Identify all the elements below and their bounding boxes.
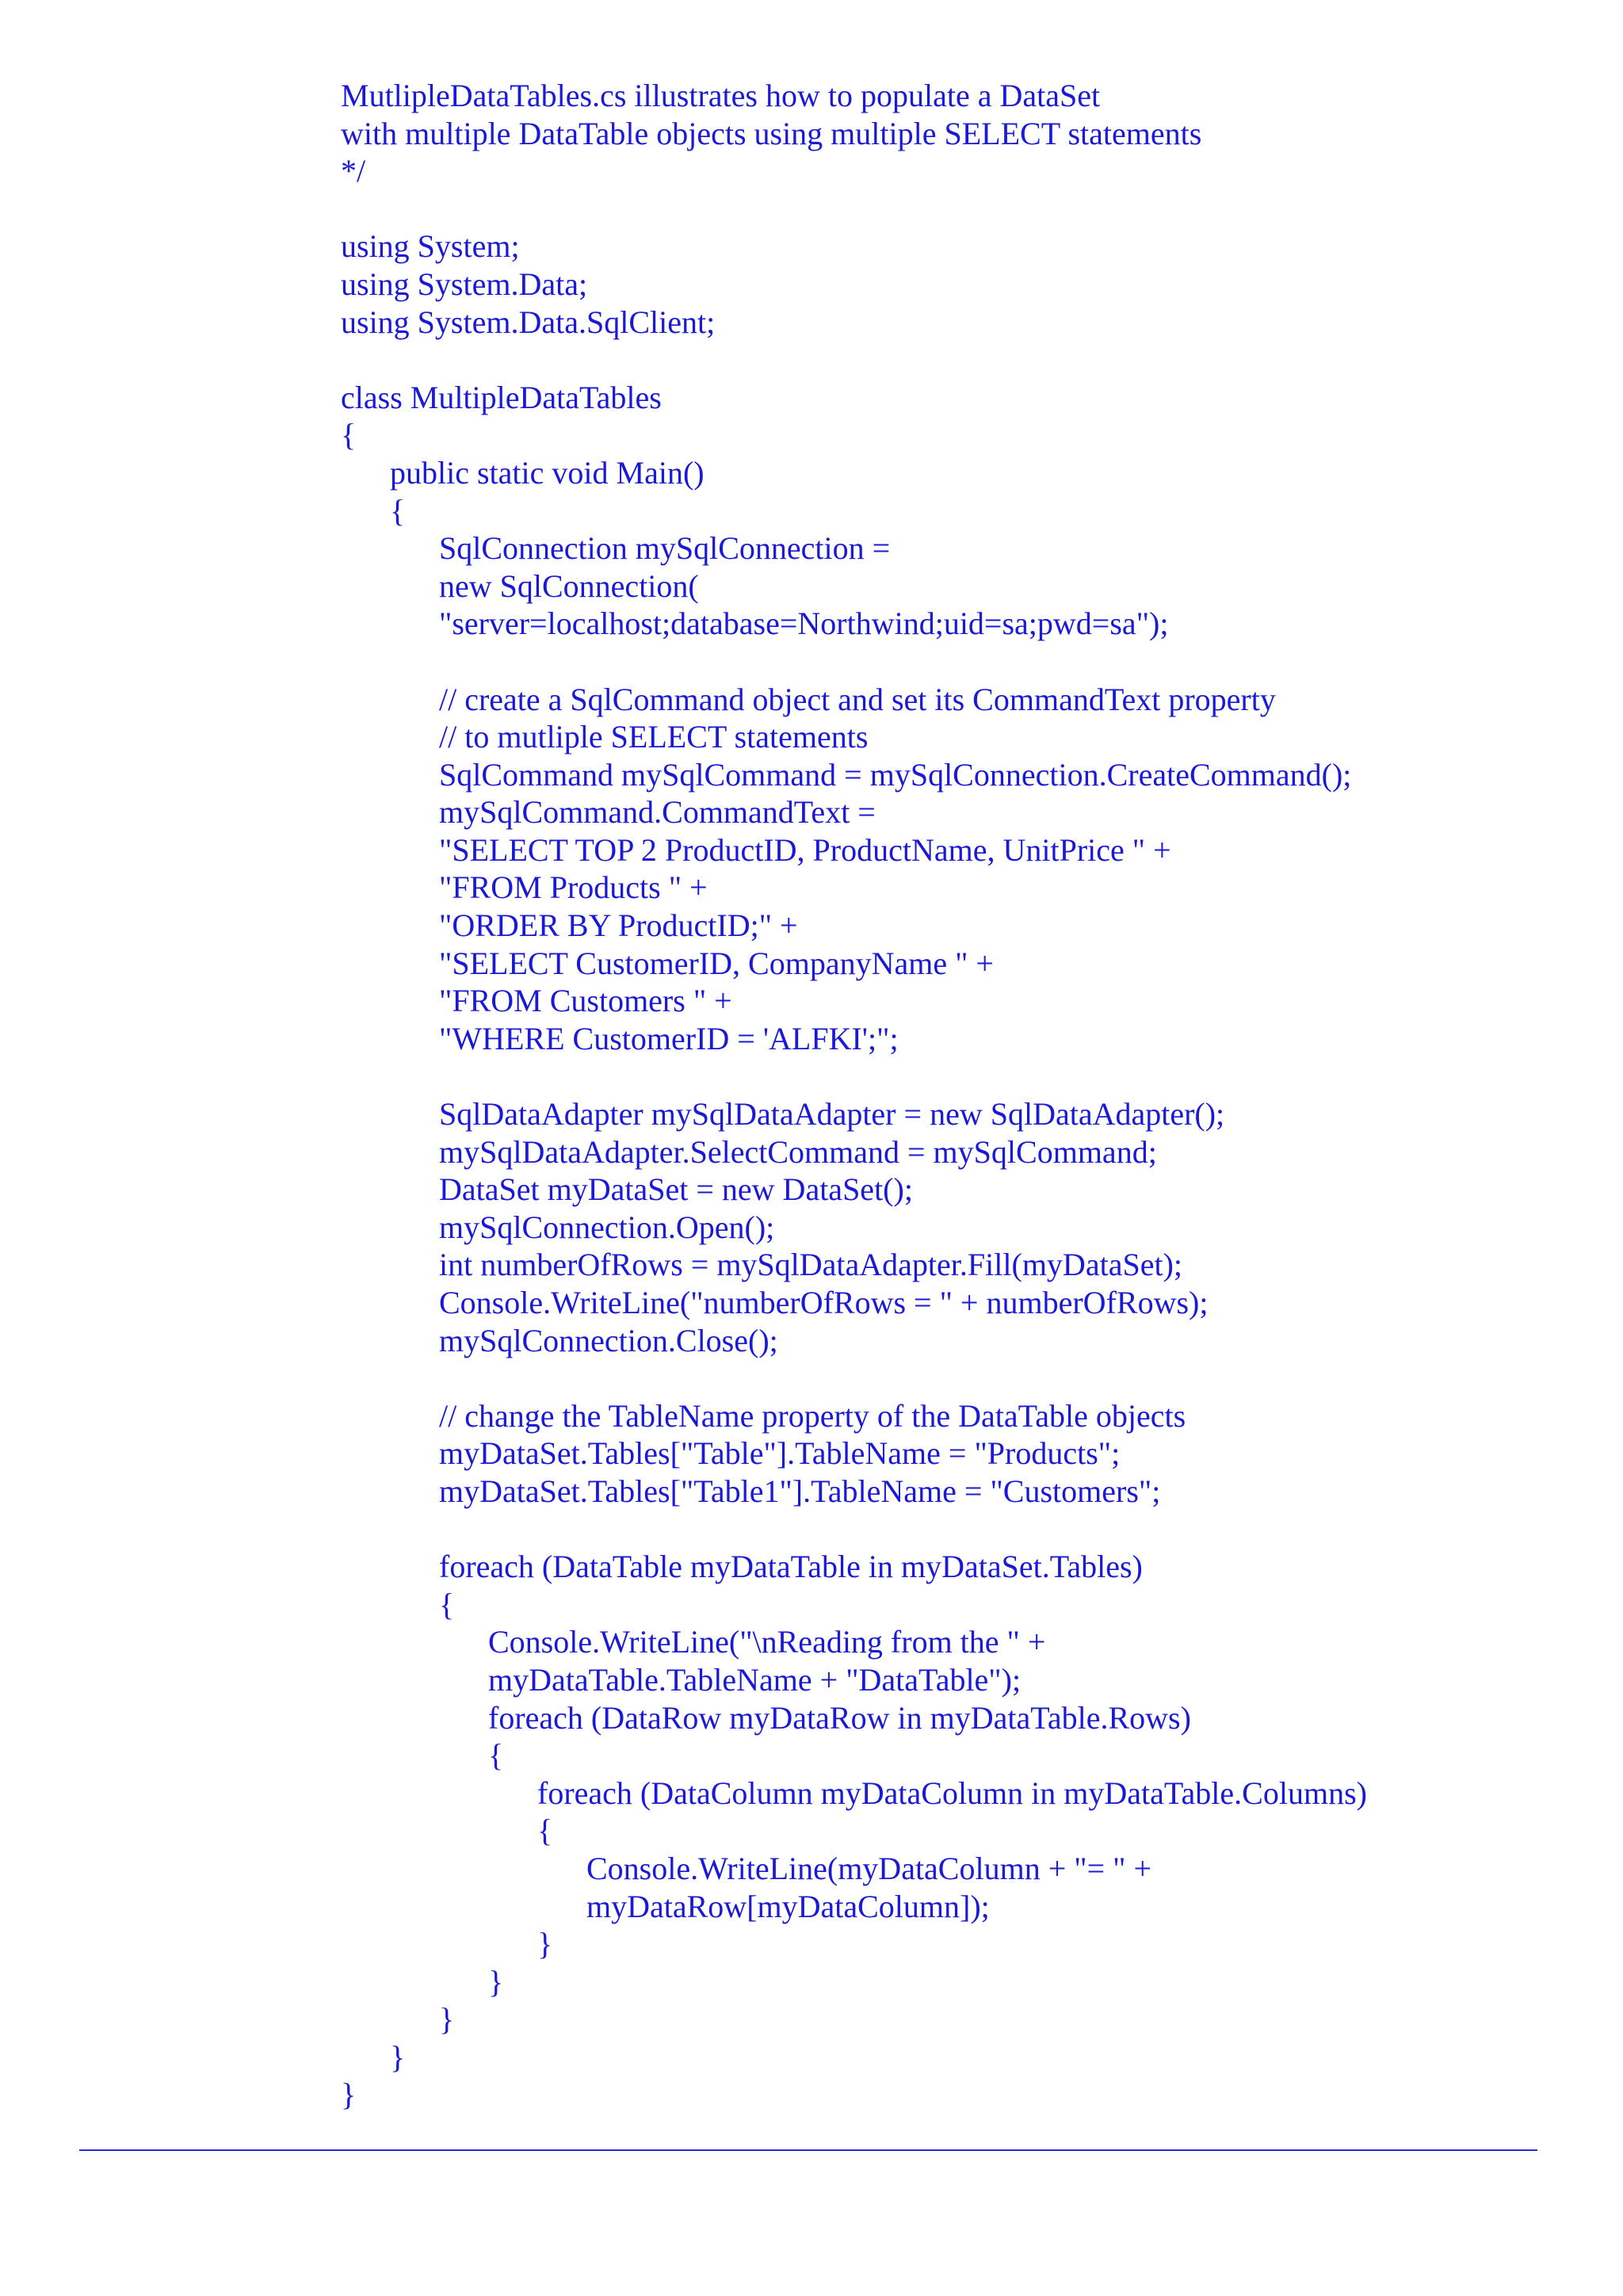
code-line: [341, 643, 1577, 681]
code-line: // change the TableName property of the DataTable objects: [439, 1397, 1186, 1434]
code-line: {: [341, 417, 357, 453]
code-line: myDataTable.TableName + "DataTable");: [488, 1661, 1022, 1698]
code-line: [341, 190, 1577, 228]
code-line: [341, 1511, 1577, 1549]
code-line: myDataSet.Tables["Table"].TableName = "Products";: [439, 1435, 1121, 1472]
code-line: // to mutliple SELECT statements: [439, 719, 869, 755]
code-line: }: [341, 2076, 357, 2113]
code-line: {: [537, 1813, 553, 1849]
code-line: Console.WriteLine("\nReading from the " +: [488, 1624, 1046, 1660]
code-line: "WHERE CustomerID = 'ALFKI';";: [439, 1020, 899, 1056]
code-line: using System;: [341, 228, 520, 265]
code-line: new SqlConnection(: [439, 567, 699, 604]
code-line: mySqlCommand.CommandText =: [439, 794, 876, 831]
code-line: SqlDataAdapter mySqlDataAdapter = new SqlDataAdapter();: [439, 1096, 1225, 1133]
code-line: "SELECT TOP 2 ProductID, ProductName, UnitPrice " +: [439, 831, 1171, 868]
code-line: int numberOfRows = mySqlDataAdapter.Fill(myDataSet);: [439, 1247, 1182, 1283]
code-line: foreach (DataTable myDataTable in myDataSet.Tables): [439, 1549, 1143, 1585]
code-line: MutlipleDataTables.cs illustrates how to populate a DataSet: [341, 78, 1101, 113]
code-line: [341, 1359, 1577, 1397]
code-line: foreach (DataRow myDataRow in myDataTable.Rows): [488, 1699, 1191, 1736]
code-line: [341, 1057, 1577, 1095]
code-line: "SELECT CustomerID, CompanyName " +: [439, 945, 994, 981]
code-line: class MultipleDataTables: [341, 379, 662, 415]
code-line: "server=localhost;database=Northwind;uid=sa;pwd=sa");: [439, 606, 1169, 642]
code-line: using System.Data.SqlClient;: [341, 304, 716, 340]
code-line: {: [439, 1586, 455, 1622]
code-line: // create a SqlCommand object and set its CommandText property: [439, 681, 1276, 717]
code-line: using System.Data;: [341, 266, 588, 302]
code-line: mySqlConnection.Open();: [439, 1209, 775, 1245]
code-line: */: [341, 153, 366, 189]
code-line: {: [390, 492, 406, 529]
code-line: }: [439, 2001, 455, 2038]
code-line: public static void Main(): [390, 454, 705, 491]
code-line: Console.WriteLine(myDataColumn + "= " +: [586, 1850, 1152, 1886]
code-line: "FROM Products " +: [439, 869, 708, 906]
code-line: }: [390, 2038, 406, 2075]
code-line: myDataRow[myDataColumn]);: [586, 1888, 990, 1924]
code-line: Console.WriteLine("numberOfRows = " + numberOfRows);: [439, 1285, 1209, 1320]
code-line: SqlCommand mySqlCommand = mySqlConnection.CreateCommand();: [439, 756, 1352, 793]
code-line: DataSet myDataSet = new DataSet();: [439, 1171, 913, 1208]
code-line: foreach (DataColumn myDataColumn in myDataTable.Columns): [537, 1775, 1367, 1811]
footer-divider: [79, 2149, 1537, 2151]
code-line: SqlConnection mySqlConnection =: [439, 530, 891, 567]
code-line: mySqlDataAdapter.SelectCommand = mySqlCommand;: [439, 1133, 1157, 1170]
code-line: {: [488, 1737, 504, 1774]
code-line: with multiple DataTable objects using multiple SELECT statements: [341, 115, 1202, 151]
code-line: "ORDER BY ProductID;" +: [439, 907, 798, 944]
code-line: [341, 341, 1577, 379]
code-line: myDataSet.Tables["Table1"].TableName = "Customers";: [439, 1473, 1161, 1509]
code-line: mySqlConnection.Close();: [439, 1322, 778, 1358]
code-line: }: [488, 1963, 504, 2000]
code-line: }: [537, 1926, 553, 1962]
code-line: "FROM Customers " +: [439, 983, 732, 1019]
code-listing: [341, 77, 1577, 2114]
